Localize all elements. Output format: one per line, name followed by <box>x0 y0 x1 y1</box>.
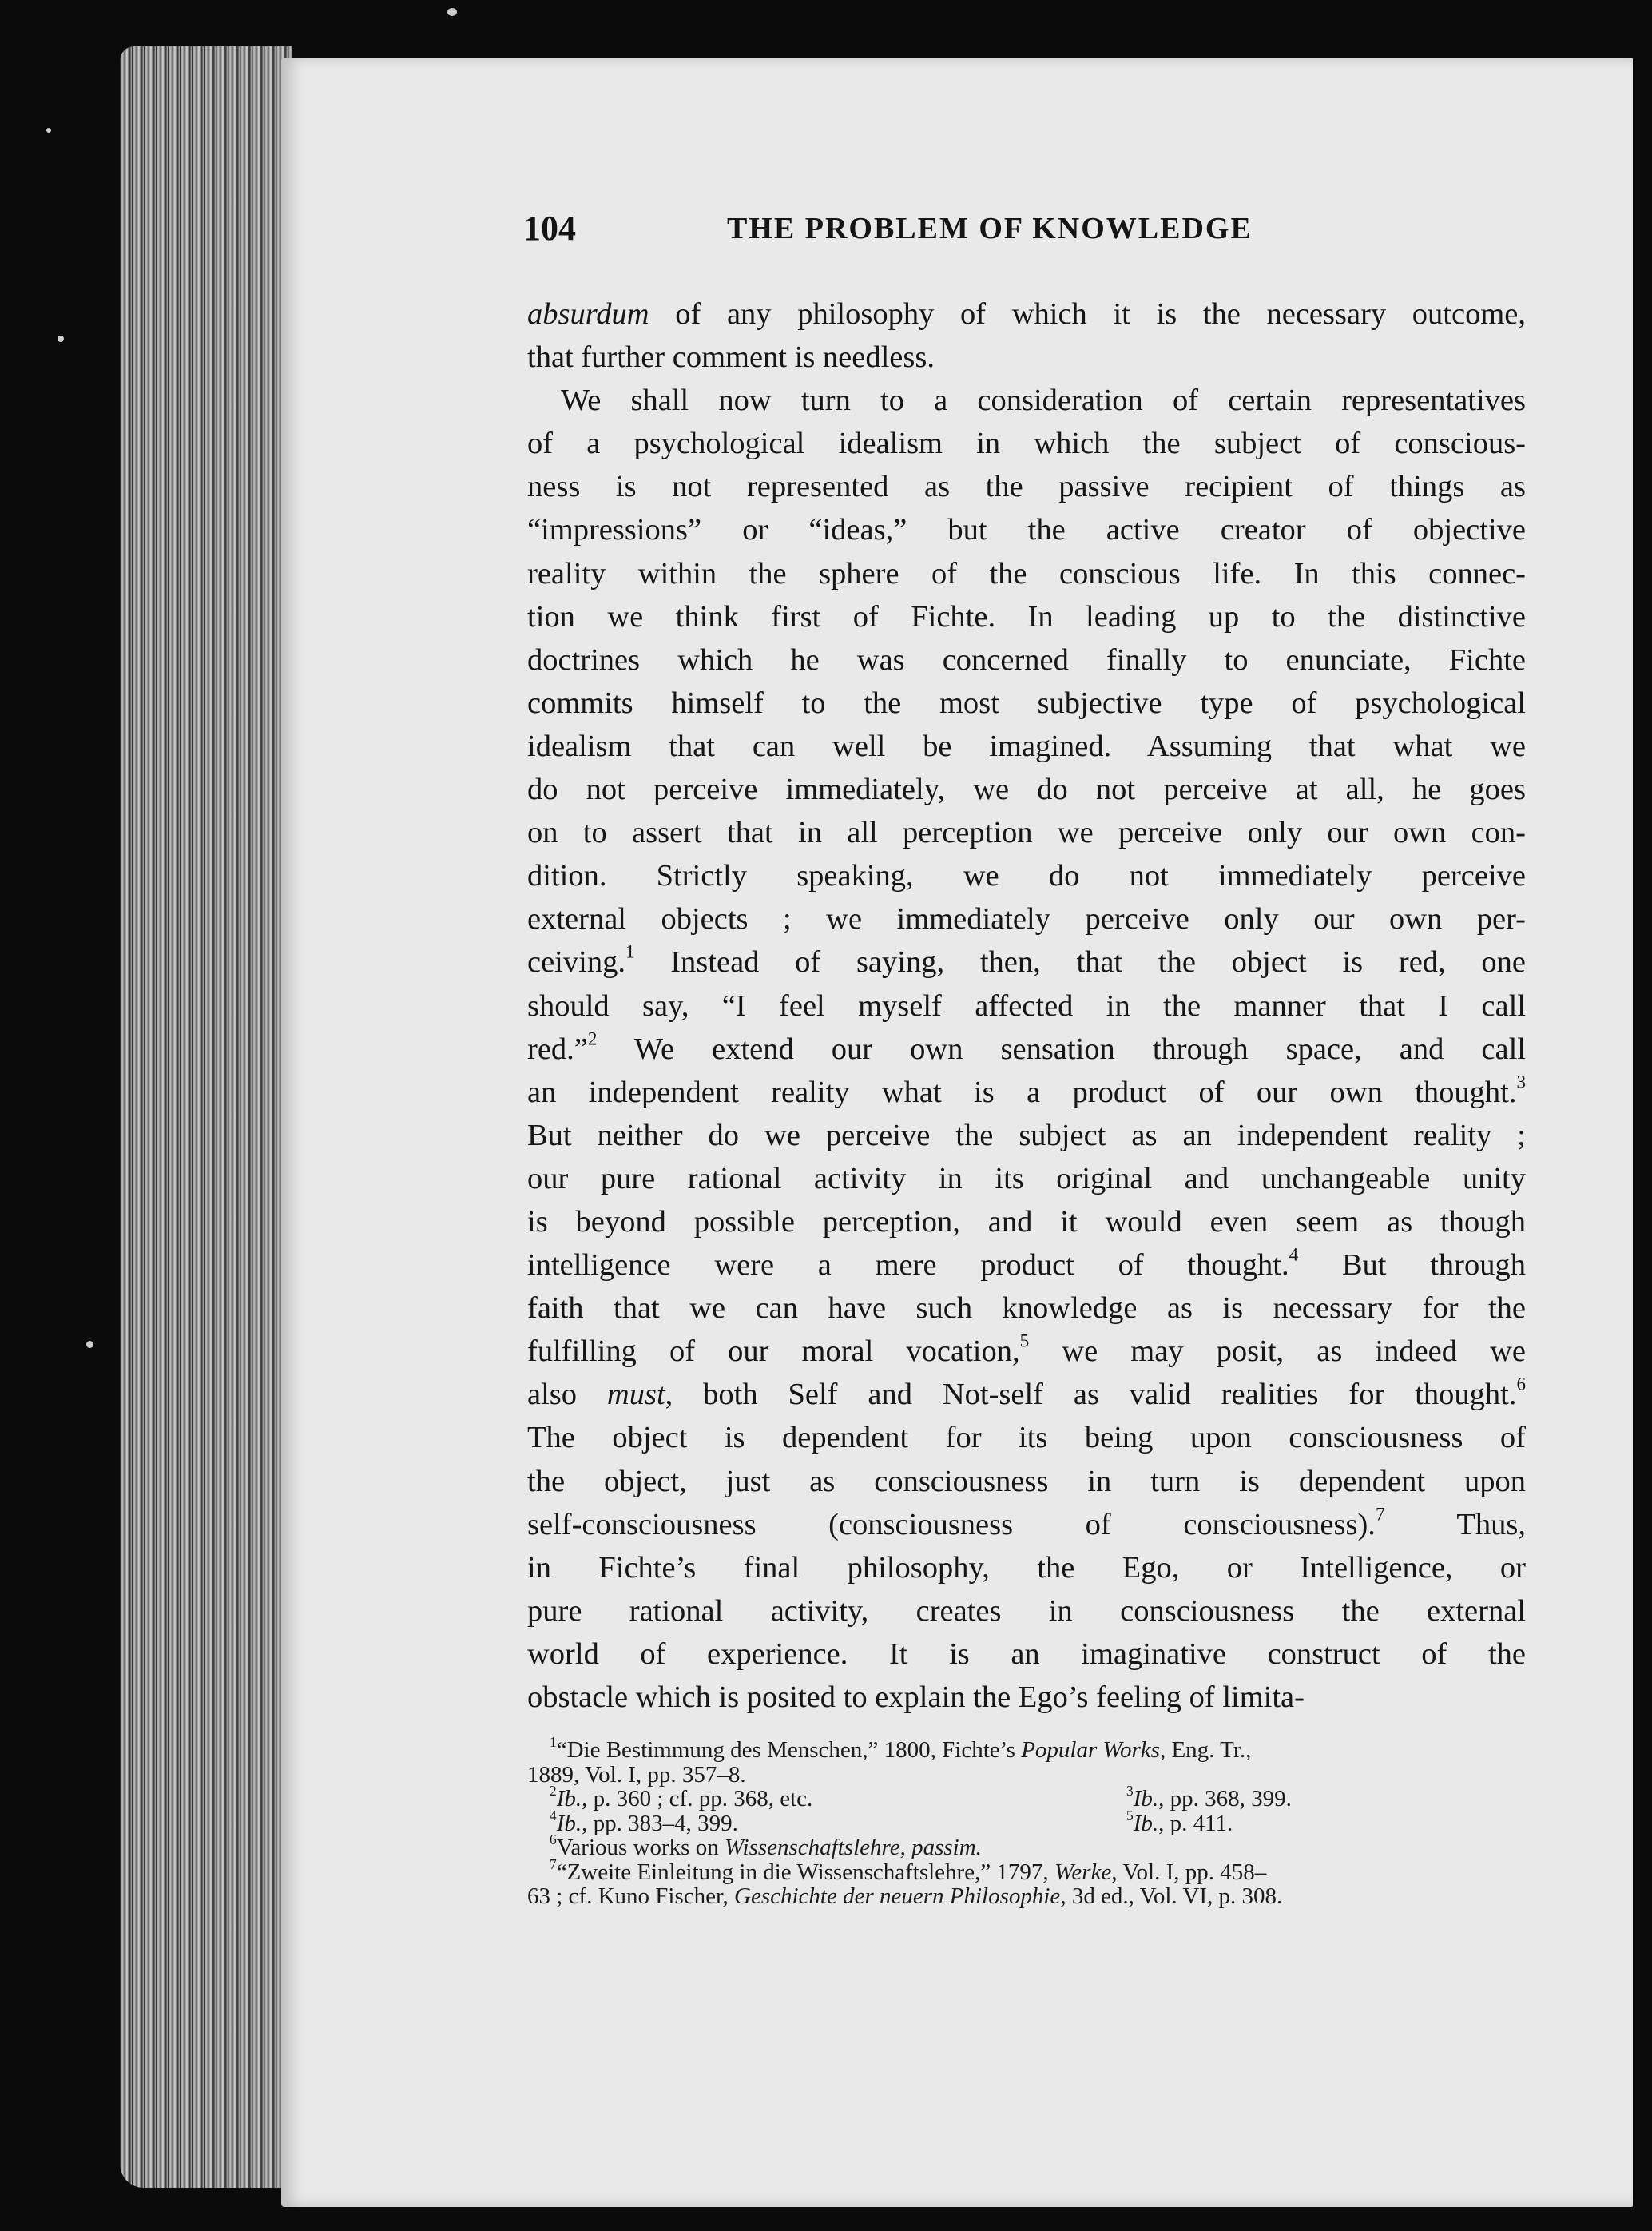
running-head-title: THE PROBLEM OF KNOWLEDGE <box>727 212 1253 245</box>
scan-speck <box>447 8 457 16</box>
footnote-3: $^3$Ib., pp. 368, 399. <box>1126 1782 1292 1811</box>
footnote-ref: 7 <box>1375 1503 1385 1525</box>
footnote-marker: 1 <box>550 1733 557 1750</box>
italic-word: must <box>606 1378 665 1412</box>
footnote-ref: 4 <box>1289 1243 1299 1265</box>
body-line: the object, just as consciousness in turn is dependent upon <box>527 1464 1526 1498</box>
footnote-5: $^5$Ib., p. 411. <box>1126 1807 1233 1836</box>
footnote-ref: 6 <box>1516 1374 1526 1395</box>
scan-speck <box>46 128 51 133</box>
body-line: tion we think first of Fichte. In leading up to the distinctive <box>527 599 1526 634</box>
footnote-ref: 3 <box>1516 1071 1526 1092</box>
footnote-pair-4-5 <box>527 1807 1526 1836</box>
footnote-ref: 1 <box>625 941 635 963</box>
body-line: of a psychological idealism in which the subject of conscious- <box>527 427 1526 461</box>
footnote-ref: 5 <box>1019 1330 1030 1351</box>
body-line: intelligence were a mere product of thought.$^4$ But through <box>527 1243 1526 1283</box>
body-line: pure rational activity, creates in consciousness the external <box>527 1593 1526 1628</box>
italic-word: absurdum <box>527 297 649 331</box>
scan-speck <box>86 1341 93 1348</box>
body-line: in Fichte’s final philosophy, the Ego, or Intelligence, or <box>527 1550 1526 1585</box>
body-line: ness is not represented as the passive recipient of things as <box>527 470 1526 504</box>
body-line: obstacle which is posited to explain the Ego’s feeling of limita- <box>527 1680 1305 1714</box>
footnote-4: $^4$Ib., pp. 383–4, 399. <box>550 1807 738 1836</box>
body-line: reality within the sphere of the conscious life. In this connec- <box>527 556 1526 591</box>
footnote-1: $^1$“Die Bestimmung des Menschen,” 1800, Fichte’s Popular Works, Eng. Tr., <box>550 1733 1252 1763</box>
body-line: faith that we can have such knowledge as is necessary for the <box>527 1291 1526 1326</box>
body-line: self-consciousness (consciousness of consciousness).$^7$ Thus, <box>527 1503 1526 1541</box>
body-line: is beyond possible perception, and it would even seem as though <box>527 1204 1526 1239</box>
body-line: fulfilling of our moral vocation,$^5$ we may posit, as indeed we <box>527 1330 1527 1369</box>
body-line: We shall now turn to a consideration of certain representatives <box>561 384 1526 418</box>
footnote-pair-2-3 <box>527 1782 1526 1811</box>
page-number: 104 <box>523 209 576 248</box>
body-line: our pure rational activity in its original and unchangeable unity <box>527 1161 1526 1195</box>
body-line: absurdum of any philosophy of which it is the necessary outcome, <box>527 297 1526 331</box>
body-line: “impressions” or “ideas,” but the active creator of objective <box>527 513 1526 547</box>
body-line: that further comment is needless. <box>527 340 935 375</box>
body-line: on to assert that in all perception we perceive only our own con- <box>527 816 1526 850</box>
body-line: an independent reality what is a product of our own thought.$^3$ <box>527 1071 1526 1109</box>
body-line: do not perceive immediately, we do not perceive at all, he goes <box>527 773 1526 807</box>
footnote-ref: 2 <box>587 1028 598 1049</box>
scan-speck <box>58 336 64 342</box>
footnotes <box>527 1733 1526 1909</box>
body-line: commits himself to the most subjective type of psychological <box>527 686 1526 720</box>
body-line: dition. Strictly speaking, we do not immediately perceive <box>527 859 1526 893</box>
footnote-7-cont: 63 ; cf. Kuno Fischer, Geschichte der neuern Philosophie, 3d ed., Vol. VI, p. 308. <box>527 1883 1283 1909</box>
body-line: should say, “I feel myself affected in the manner that I call <box>527 988 1526 1023</box>
body-line: ceiving.$^1$ Instead of saying, then, that the object is red, one <box>527 941 1526 980</box>
body-line: idealism that can well be imagined. Assuming that what we <box>527 729 1526 763</box>
body-line: also must, both Self and Not-self as valid realities for thought.$^6$ <box>527 1374 1526 1412</box>
body-line: world of experience. It is an imaginative construct of the <box>527 1636 1526 1671</box>
footnote-6: $^6$Various works on Wissenschaftslehre, passim. <box>550 1831 982 1860</box>
footnote-1-cont: 1889, Vol. I, pp. 357–8. <box>527 1761 746 1788</box>
footnote-2: $^2$Ib., p. 360 ; cf. pp. 368, etc. <box>550 1782 813 1811</box>
body-text <box>527 292 1526 1719</box>
body-line: red.”$^2$ We extend our own sensation through space, and call <box>527 1028 1526 1066</box>
footnote-7: $^7$“Zweite Einleitung in die Wissenschaftslehre,” 1797, Werke, Vol. I, pp. 458– <box>550 1855 1267 1885</box>
book-page-edges <box>120 46 292 2188</box>
body-line: doctrines which he was concerned finally to enunciate, Fichte <box>527 642 1526 677</box>
body-line: The object is dependent for its being upon consciousness of <box>527 1421 1526 1455</box>
body-line: But neither do we perceive the subject as an independent reality ; <box>527 1118 1526 1152</box>
body-line: external objects ; we immediately perceive only our own per- <box>527 902 1526 937</box>
